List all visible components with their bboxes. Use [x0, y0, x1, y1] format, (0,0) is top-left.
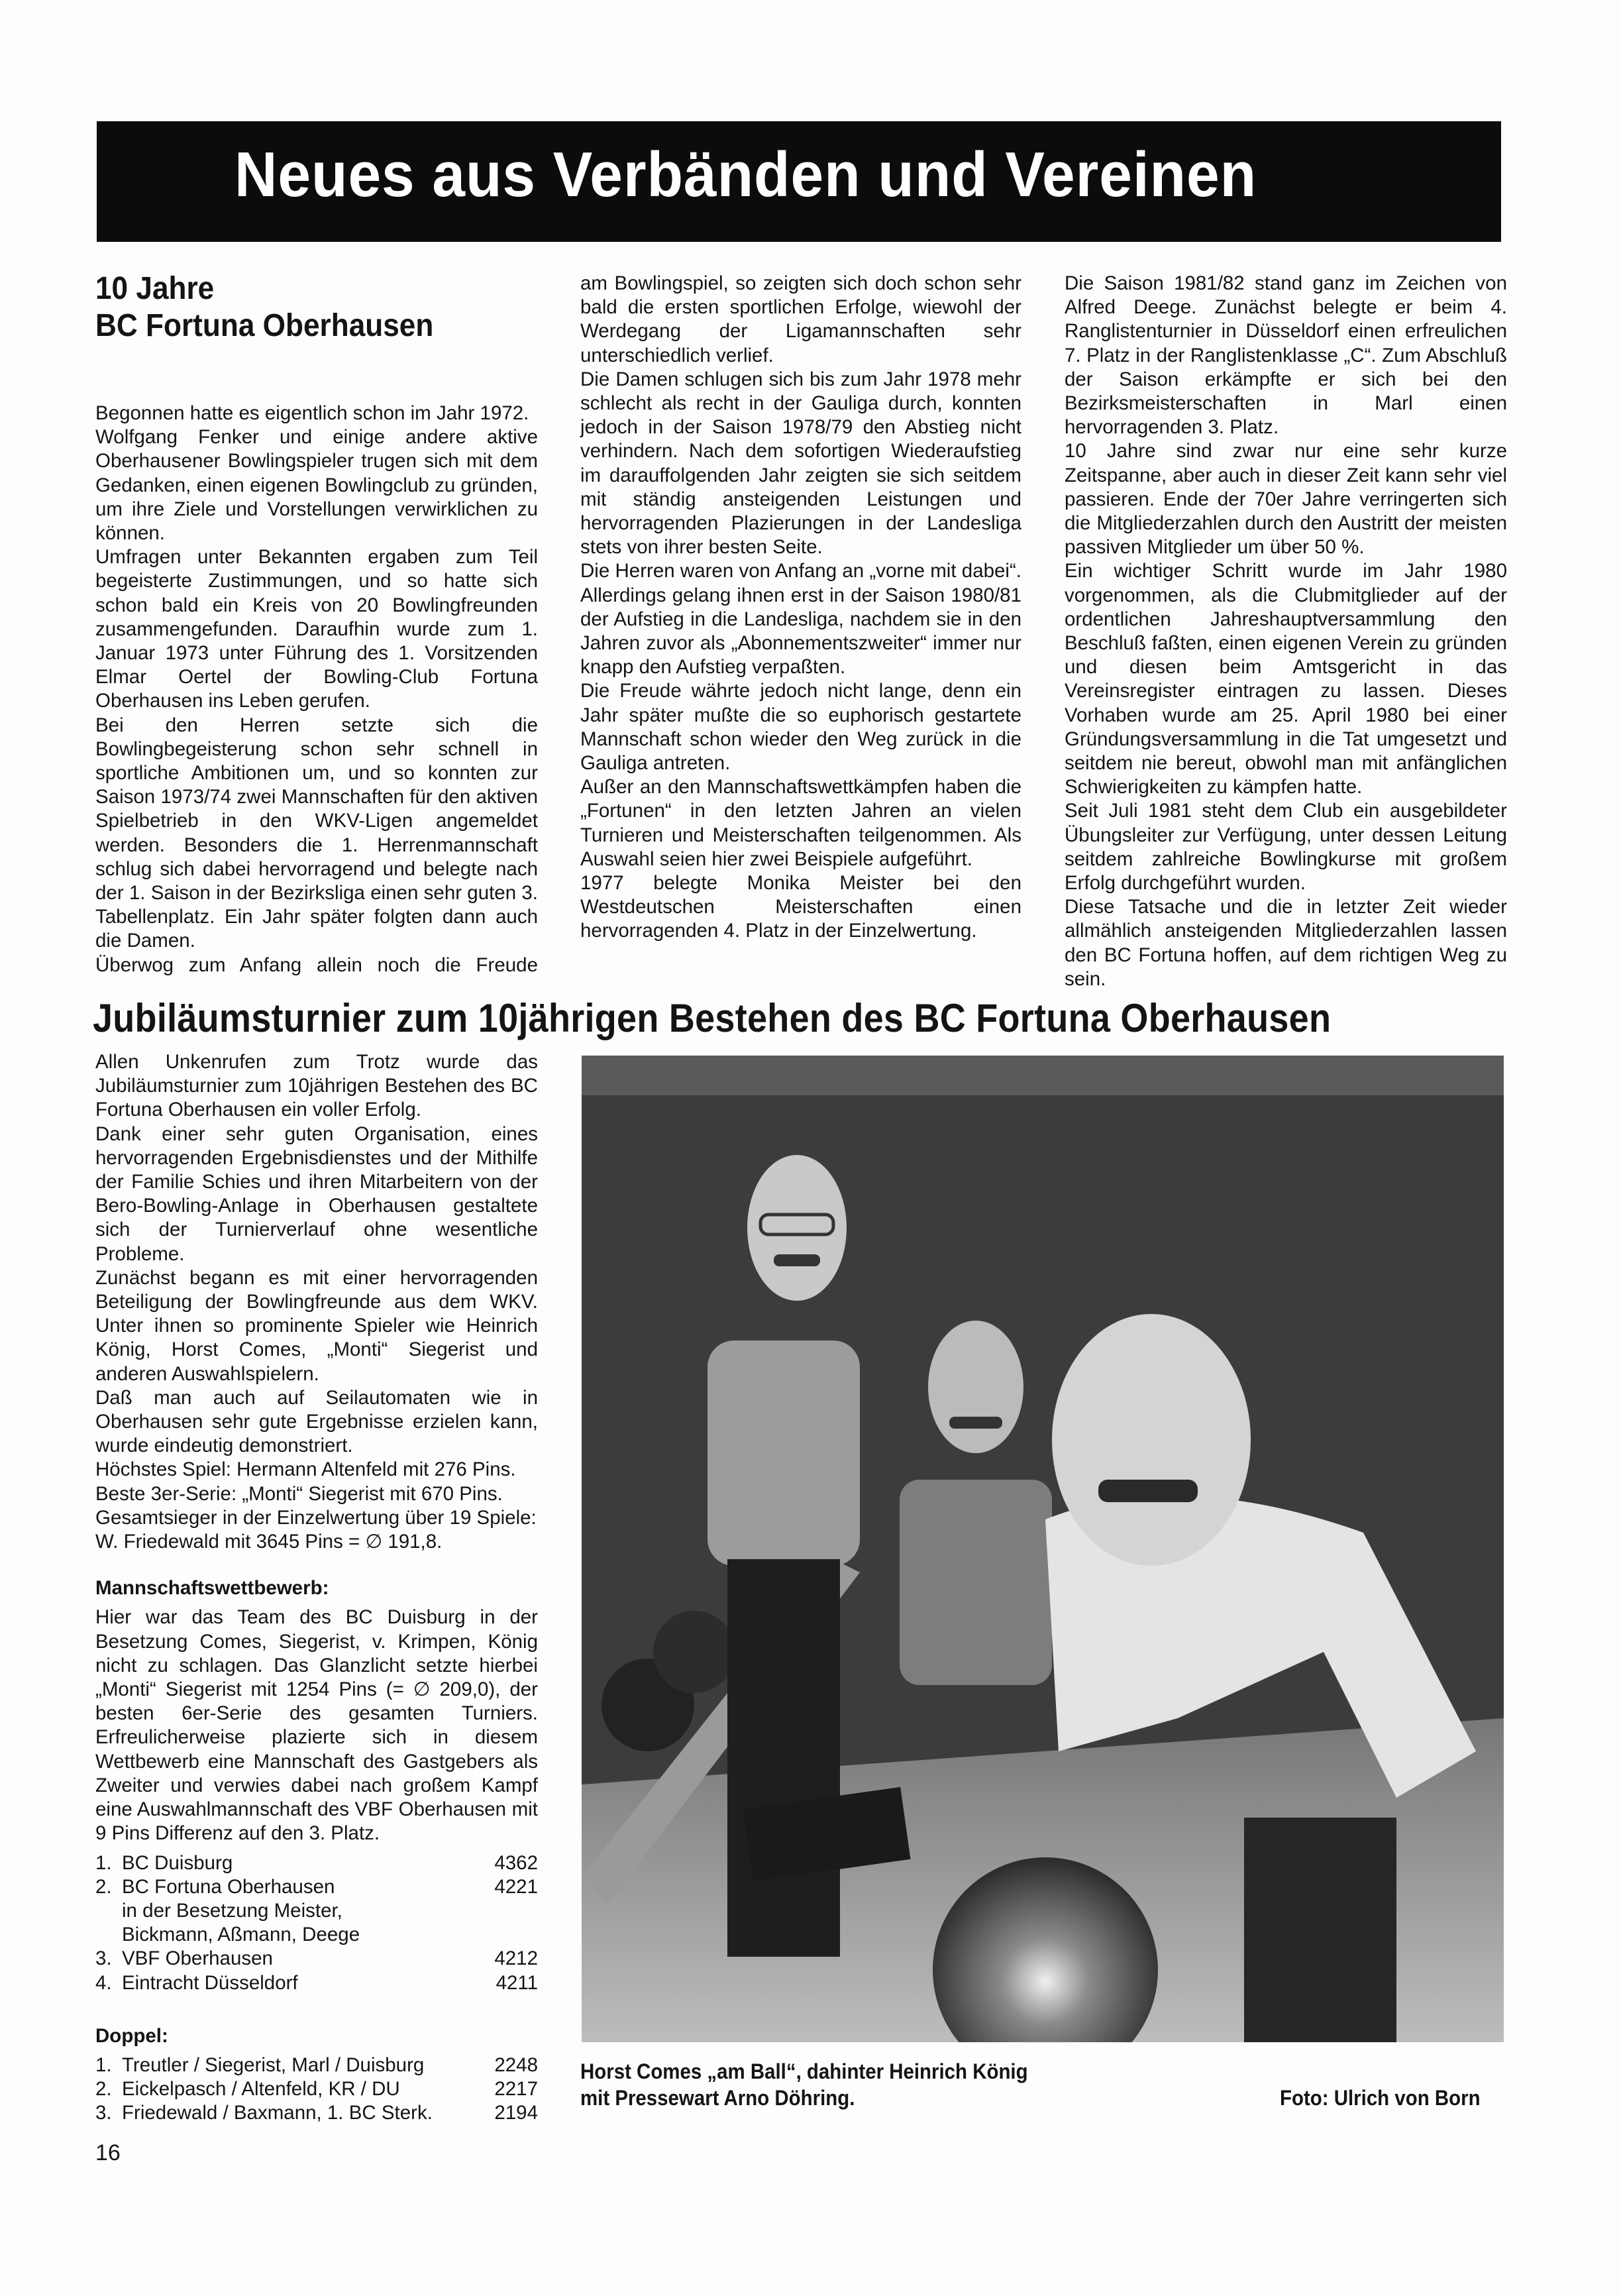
article1-title-line-2: BC Fortuna Oberhausen	[95, 308, 434, 343]
moustache	[949, 1417, 1002, 1429]
paragraph: Die Saison 1981/82 stand ganz im Zeichen von Alfred Deege. Zunächst belegte er beim 4. Ranglistenturnier in Düsseldorf einen erfreulichen 7. Platz in der Ranglistenklasse „C“. Zum Abschluß der Saison erkämpfte er sich bei den Bezirksmeisterschaften in Marl einen hervorragenden 3. Platz.	[1065, 272, 1507, 439]
result-team: BC Duisburg	[122, 1851, 233, 1874]
result-row	[95, 2053, 538, 2077]
photo-credit: Foto: Ulrich von Born	[1280, 2086, 1481, 2110]
article1-column-3	[1065, 272, 1507, 991]
result-pins: 4362	[494, 1851, 538, 1874]
paragraph: Seit Juli 1981 steht dem Club ein ausgebildeter Übungsleiter zur Verfügung, unter dessen Leitung seitdem zahlreiche Bowlingkurse mit großem Erfolg durchgeführt wurden.	[1065, 800, 1507, 895]
result-row	[95, 1875, 538, 1899]
photo-caption: Horst Comes „am Ball“, dahinter Heinrich König mit Pressewart Arno Döhring.	[580, 2059, 1028, 2110]
paragraph: am Bowlingspiel, so zeigten sich doch schon sehr bald die ersten sportlichen Erfolge, wiewohl der Werdegang der Ligamannschaften sehr unterschiedlich verlief.	[580, 272, 1021, 366]
paragraph: Überwog zum Anfang allein noch die Freude	[95, 954, 538, 976]
result-rank: 2.	[95, 1875, 112, 1898]
paragraph: Bei den Herren setzte sich die Bowlingbegeisterung schon sehr schnell in sportliche Ambitionen um, und so konnten zur Saison 1973/74 zwei Mannschaften für den aktiven Spielbetrieb in den WKV-Ligen angemeldet werden. Besonders die 1. Herrenmannschaft schlug sich dabei hervorragend und belegte nach der 1. Saison in der Bezirksliga einen sehr guten 3. Tabellenplatz. Ein Jahr später folgten dann auch die Damen.	[95, 714, 538, 952]
result-row	[95, 1947, 538, 1971]
bowler-head	[1052, 1314, 1251, 1566]
paragraph: Begonnen hatte es eigentlich schon im Jahr 1972.	[95, 402, 529, 424]
result-pins: 2194	[494, 2102, 538, 2124]
paragraph: Wolfgang Fenker und einige andere aktive Oberhausener Bowlingspieler trugen sich mit dem Gedanken, einen eigenen Bowlingclub zu gründen, um ihre Ziele und Vorstellungen verwirklichen zu können.	[95, 426, 538, 545]
paragraph: Allen Unkenrufen zum Trotz wurde das Jubiläumsturnier zum 10jährigen Bestehen des BC Fortuna Oberhausen ein voller Erfolg.	[95, 1051, 538, 1121]
result-lineup-note: in der Besetzung Meister, Bickmann, Aßmann, Deege	[122, 1899, 360, 1946]
section-banner	[97, 121, 1501, 242]
man-middle-vest	[900, 1480, 1052, 1685]
article2-headline: Jubiläumsturnier zum 10jährigen Bestehen des BC Fortuna Oberhausen	[93, 996, 1332, 1040]
stat-line: Gesamtsieger in der Einzelwertung über 19 Spiele: W. Friedewald mit 3645 Pins = ∅ 191,8.	[95, 1506, 537, 1553]
photo-illustration	[582, 1056, 1504, 2042]
article1-column-2	[580, 272, 1021, 944]
team-competition-text: Hier war das Team des BC Duisburg in der Besetzung Comes, Siegerist, v. Krimpen, König nicht zu schlagen. Das Glanzlicht setzte hierbei „Monti“ Siegerist mit 1254 Pins (= ∅ 209,0), der besten 6er-Serie des gesamten Turniers. Erfreulicherweise plazierte sich in diesem Wettbewerb eine Mannschaft des Gastgebers als Zweiter und verwies dabei nach großem Kampf eine Auswahlmannschaft des VBF Oberhausen mit 9 Pins Differenz auf den 3. Platz.	[95, 1606, 538, 1845]
result-pair: Eickelpasch / Altenfeld, KR / DU	[122, 2078, 400, 2101]
paragraph: Daß man auch auf Seilautomaten wie in Oberhausen sehr gute Ergebnisse erzielen kann, wurde eindeutig demonstriert.	[95, 1386, 538, 1457]
paragraph: Die Damen schlugen sich bis zum Jahr 1978 mehr schlecht als recht in der Gauliga durch, konnten jedoch in der Saison 1978/79 den Abstieg nicht verhindern. Nach dem sofortigen Wiederaufstieg im darauffolgenden Jahr zeigten sie sich seitdem mit ständig ansteigenden Leistungen und hervorragenden Plazierungen in der Landesliga stets von ihrer besten Seite.	[580, 368, 1021, 559]
result-rank: 2.	[95, 2078, 112, 2101]
doubles-heading: Doppel:	[95, 2024, 168, 2047]
man-left-trousers	[727, 1559, 840, 1957]
team-results-list	[95, 1851, 538, 1995]
paragraph: Die Freude währte jedoch nicht lange, denn ein Jahr später mußte die so euphorisch gestartete Mannschaft schon wieder den Weg zurück in die Gauliga antreten.	[580, 680, 1021, 775]
result-pins: 4221	[494, 1875, 538, 1898]
result-pins: 4211	[496, 1971, 538, 1994]
paragraph: 1977 belegte Monika Meister bei den Westdeutschen Meisterschaften einen hervorragenden 4. Platz in der Einzelwertung.	[580, 872, 1021, 942]
paragraph: Zunächst begann es mit einer hervorragenden Beteiligung der Bowlingfreunde aus dem WKV. Unter ihnen so prominente Spieler wie Heinrich König, Horst Comes, „Monti“ Siegerist und anderen Auswahlspielern.	[95, 1266, 538, 1385]
result-rank: 1.	[95, 1851, 112, 1874]
result-row	[95, 2101, 538, 2125]
result-row	[95, 1851, 538, 1875]
man-left-shirt	[707, 1340, 860, 1566]
ball-on-return	[653, 1611, 735, 1693]
result-pins: 2217	[494, 2078, 538, 2101]
paragraph: 10 Jahre sind zwar nur eine sehr kurze Zeitspanne, aber auch in dieser Zeit kann sehr viel passieren. Ende der 70er Jahre verringerten sich die Mitgliederzahlen durch den Austritt der meisten passiven Mitglieder um über 50 %.	[1065, 440, 1507, 559]
page-number: 16	[95, 2140, 121, 2165]
result-team: VBF Oberhausen	[122, 1947, 273, 1970]
result-pins: 4212	[494, 1947, 538, 1970]
man-middle-head	[928, 1321, 1023, 1453]
bowler-trousers	[1244, 1818, 1396, 2042]
doubles-results-list	[95, 2053, 538, 2126]
paragraph: Dank einer sehr guten Organisation, eines hervorragenden Ergebnisdienstes und der Mithilfe der Familie Schies und ihren Mitarbeitern von der Bero-Bowling-Anlage in Oberhausen gestaltete sich der Turnierverlauf ohne wesentliche Probleme.	[95, 1122, 538, 1265]
team-competition-heading: Mannschaftswettbewerb:	[95, 1577, 329, 1600]
result-row	[95, 2077, 538, 2101]
result-rank: 4.	[95, 1971, 112, 1994]
stat-line: Beste 3er-Serie: „Monti“ Siegerist mit 670 Pins.	[95, 1482, 503, 1505]
article1-title-line-1: 10 Jahre	[95, 271, 215, 306]
result-rank: 3.	[95, 1947, 112, 1970]
bowling-photo	[582, 1056, 1504, 2042]
result-pair: Friedewald / Baxmann, 1. BC Sterk.	[122, 2102, 433, 2124]
result-rank: 3.	[95, 2102, 112, 2124]
moustache	[774, 1254, 820, 1266]
result-team: Eintracht Düsseldorf	[122, 1971, 298, 1994]
result-team: BC Fortuna Oberhausen	[122, 1875, 335, 1898]
paragraph: Die Herren waren von Anfang an „vorne mit dabei“. Allerdings gelang ihnen erst in der Saison 1980/81 der Aufstieg in die Landesliga, nachdem sie in den Jahren zuvor als „Abonnementszweiter“ immer nur knapp den Aufstieg verpaßten.	[580, 560, 1021, 679]
stat-line: Höchstes Spiel: Hermann Altenfeld mit 276 Pins.	[95, 1458, 516, 1481]
article2-column	[95, 1050, 538, 2126]
paragraph: Diese Tatsache und die in letzter Zeit wieder allmählich ansteigenden Mitgliederzahlen lassen den BC Fortuna hoffen, auf dem richtigen Weg zu sein.	[1065, 896, 1507, 990]
article1-column-1	[95, 270, 538, 977]
result-rank: 1.	[95, 2053, 112, 2076]
paragraph: Umfragen unter Bekannten ergaben zum Teil begeisterte Zustimmungen, und so hatte sich schon bald ein Kreis von 20 Bowlingfreunden zusammengefunden. Daraufhin wurde zum 1. Januar 1973 unter Führung des 1. Vorsitzenden Elmar Oertel der Bowling-Club Fortuna Oberhausen ins Leben gerufen.	[95, 546, 538, 712]
moustache	[1098, 1480, 1198, 1502]
section-title: Neues aus Verbänden und Vereinen	[235, 139, 1257, 210]
result-pair: Treutler / Siegerist, Marl / Duisburg	[122, 2053, 425, 2076]
result-pins: 2248	[494, 2053, 538, 2076]
paragraph: Ein wichtiger Schritt wurde im Jahr 1980 vorgenommen, als die Clubmitglieder auf der ordentlichen Jahreshauptversammlung den Beschluß faßten, einen eigenen Verein zu gründen und diesen beim Amtsgericht in das Vereinsregister eintragen zu lassen. Dieses Vorhaben wurde am 25. April 1980 bei einer Gründungsversammlung in die Tat umgesetzt und seitdem nie bereut, obwohl man mit anfänglichen Schwierigkeiten zu kämpfen hatte.	[1065, 560, 1507, 798]
ceiling	[582, 1056, 1504, 1095]
article1-headline	[95, 270, 503, 345]
paragraph: Außer an den Mannschaftswettkämpfen haben die „Fortunen“ in den letzten Jahren an vielen Turnieren und Meisterschaften teilgenommen. Als Auswahl seien hier zwei Beispiele aufgeführt.	[580, 776, 1021, 870]
result-row	[95, 1971, 538, 1995]
